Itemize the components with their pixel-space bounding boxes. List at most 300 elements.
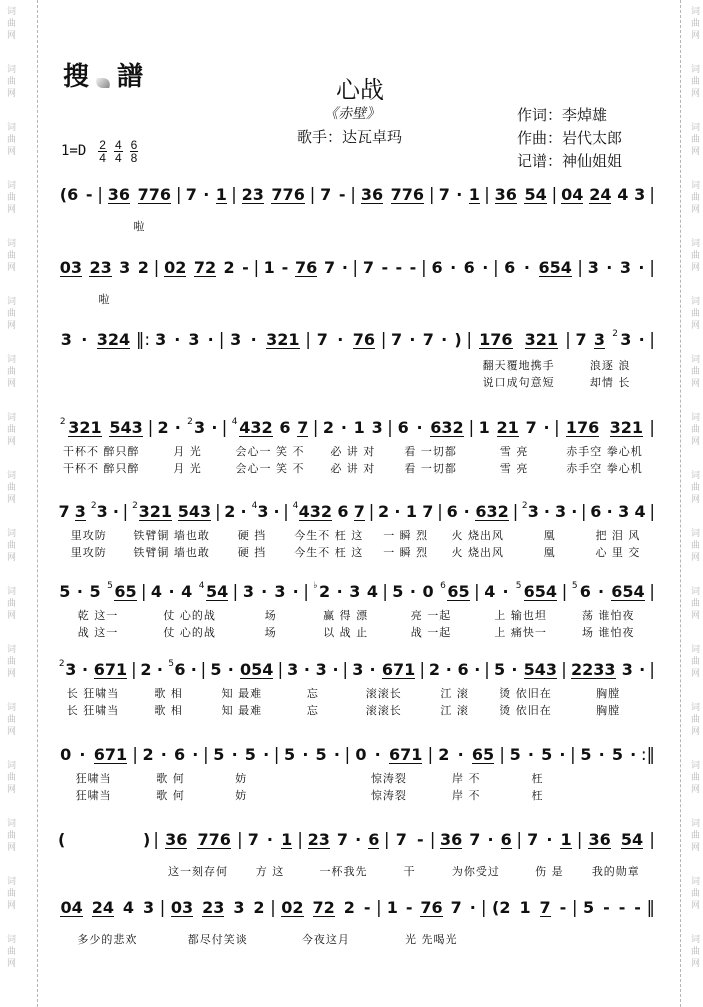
measure-notes — [290, 500, 368, 524]
measure — [572, 328, 648, 391]
measure-notes — [391, 828, 429, 852]
measure — [436, 183, 484, 207]
note: ) — [454, 330, 462, 349]
watermark-text: 词曲网 — [5, 180, 15, 216]
score-row — [56, 658, 656, 719]
measure — [375, 500, 436, 561]
bar-line: | — [342, 660, 349, 680]
measure-notes — [154, 416, 220, 440]
measure-notes — [160, 256, 252, 280]
bar-line: | — [484, 185, 490, 205]
beamed-notes: 632 — [475, 501, 509, 521]
note: · — [190, 660, 197, 679]
note: · — [394, 502, 401, 521]
note: 3 — [119, 258, 131, 277]
measure — [238, 183, 309, 207]
beamed-notes: 543 — [523, 659, 558, 679]
note: 0 — [60, 745, 72, 764]
note: 2 — [224, 502, 236, 521]
lyrics-block — [236, 443, 305, 477]
watermark-text: 词曲网 — [5, 296, 15, 332]
note: 7 — [575, 330, 587, 349]
measure — [473, 328, 564, 391]
bar-line: | — [512, 502, 519, 522]
watermark-text: 词曲网 — [5, 586, 15, 622]
lyric-line: 为你受过 — [451, 865, 500, 878]
staff-line — [56, 743, 656, 804]
measure — [228, 416, 311, 477]
singer-credit: 歌手：达瓦卓玛 — [297, 128, 403, 146]
lyric-line: 火 烧出风 — [451, 546, 504, 559]
measure — [56, 183, 96, 207]
bar-line: :‖ — [640, 745, 656, 765]
grace-note: 2 — [90, 501, 97, 511]
note: · — [174, 330, 181, 349]
note: 5 — [59, 582, 71, 601]
measure-notes — [389, 580, 473, 604]
lyric-line: 会心一 笑 不 — [235, 462, 305, 475]
beamed-notes: 6 — [368, 829, 380, 849]
lyric-line: 雪 亮 — [499, 462, 529, 475]
lyric-line: 上 输也坦 — [494, 609, 547, 622]
lyric-line: 伤 是 — [535, 865, 564, 878]
measure-notes — [579, 896, 646, 920]
measure-notes — [56, 256, 153, 280]
key-and-time-signature — [61, 138, 145, 164]
bar-line: | — [232, 582, 239, 602]
note: · — [160, 745, 167, 764]
beamed-notes: 432 — [298, 501, 333, 521]
bar-line: | — [649, 830, 655, 850]
score-row — [56, 500, 656, 561]
note: · — [263, 745, 270, 764]
bar-line: | — [175, 185, 182, 205]
beamed-notes: 04 — [60, 897, 83, 917]
watermark-text: 词曲网 — [5, 238, 15, 274]
beamed-notes: 671 — [381, 659, 416, 679]
note: · — [340, 418, 347, 437]
staff-line — [56, 828, 656, 880]
note: 7 — [324, 258, 336, 277]
measure — [280, 743, 343, 767]
note: 3 — [352, 660, 364, 679]
beamed-notes: 671 — [93, 744, 128, 764]
lyric-line: 狂啸当 — [75, 789, 112, 802]
measure-notes — [277, 896, 375, 920]
lyrics-block — [222, 685, 263, 719]
measure-notes — [387, 328, 465, 352]
bar-line: | — [350, 185, 357, 205]
watermark-text: 词曲网 — [5, 122, 15, 158]
note: · — [606, 258, 613, 277]
bar-line: | — [270, 898, 276, 918]
lyric-line: 硬 挡 — [237, 546, 267, 559]
note: 4 — [617, 185, 629, 204]
watermark-text: 词曲网 — [5, 702, 15, 738]
measure — [290, 500, 368, 561]
lyric-line: 都尽付笑谈 — [187, 933, 248, 946]
beamed-notes: 65 — [114, 581, 137, 601]
note: - — [559, 898, 567, 917]
note: 3 — [527, 502, 539, 521]
measure — [394, 416, 468, 477]
lyric-line: 忘 — [306, 704, 319, 717]
note: · — [457, 745, 464, 764]
grace-note: 5 — [107, 581, 113, 591]
note: · — [192, 745, 199, 764]
lyrics-block — [163, 607, 216, 641]
watermark-text: 词曲网 — [5, 528, 15, 564]
meter-numerator: 6 — [130, 137, 138, 152]
measure — [239, 580, 302, 641]
note: · — [543, 418, 550, 437]
lyrics-block — [544, 527, 556, 561]
measure-notes — [207, 658, 276, 682]
beamed-notes: 24 — [589, 184, 612, 204]
lyric-line: 赢 得 漂 — [323, 609, 369, 622]
measure — [426, 658, 483, 719]
lyrics-block — [371, 770, 407, 804]
measure — [568, 658, 648, 719]
meter-numerator: 2 — [99, 137, 106, 152]
bar-line: | — [421, 258, 427, 278]
lyrics-block — [77, 931, 137, 948]
lyrics-block — [405, 931, 458, 948]
measure-notes — [320, 416, 387, 440]
measure-notes — [56, 828, 152, 852]
beamed-notes: 36 — [494, 184, 517, 204]
measure-notes — [588, 500, 649, 524]
lyric-line: 却情 长 — [589, 376, 631, 389]
grace-note: 4 — [231, 417, 238, 427]
score-row — [56, 256, 656, 308]
bar-line: | — [577, 258, 583, 278]
measure-notes — [228, 416, 311, 440]
note: · — [240, 502, 247, 521]
lyric-line: 啦 — [133, 220, 146, 233]
meter-denominator: 8 — [130, 150, 138, 165]
measure-notes — [561, 416, 649, 440]
measure — [160, 256, 252, 280]
note: · — [441, 330, 448, 349]
note: · — [543, 502, 550, 521]
measure — [349, 658, 418, 719]
beamed-notes: 54 — [524, 184, 547, 204]
measure — [56, 580, 140, 641]
lyrics-block — [383, 527, 428, 561]
beamed-notes: 76 — [352, 329, 375, 349]
measure — [357, 183, 428, 207]
watermark-text: 词曲网 — [5, 876, 15, 912]
watermark-text: 词曲网 — [689, 470, 699, 506]
bar-line: | — [283, 502, 289, 522]
lyrics-block — [256, 863, 285, 880]
measure — [304, 828, 383, 880]
note: 5 — [315, 745, 327, 764]
beamed-notes: 03 — [170, 897, 194, 917]
bar-line: | — [468, 418, 475, 438]
grace-note: 5 — [168, 659, 174, 669]
note: 3 — [620, 330, 632, 349]
note: 1 — [386, 898, 398, 917]
lyrics-block — [235, 770, 247, 804]
measure-notes — [572, 328, 648, 352]
lyric-line: 把 泪 风 — [595, 529, 641, 542]
measure — [584, 256, 648, 280]
measure — [207, 658, 276, 719]
beamed-notes: 654 — [611, 581, 645, 601]
bar-line: | — [383, 830, 390, 850]
measure-notes — [488, 896, 571, 920]
measure-notes — [519, 500, 579, 524]
lyrics-block — [319, 863, 367, 880]
note: · — [207, 330, 214, 349]
lyric-line: 说口成句意短 — [482, 376, 555, 389]
grace-note: 2 — [612, 329, 618, 339]
lyric-line: 胸膛 — [596, 687, 621, 700]
lyric-line: 长 狂啸当 — [66, 704, 120, 717]
watermark-text: 词曲网 — [689, 64, 699, 100]
note: - — [363, 898, 371, 917]
bar-line: | — [387, 418, 393, 438]
bar-line: | — [649, 582, 655, 602]
measure-notes — [239, 580, 302, 604]
lyric-line: 硬 挡 — [237, 529, 267, 542]
note: - — [381, 258, 389, 277]
watermark-text: 词曲网 — [689, 296, 699, 332]
bar-line: | — [297, 830, 304, 850]
lyric-line: 岸 不 — [451, 789, 481, 802]
lyric-line: 场 谁怕夜 — [582, 626, 635, 639]
lyrics-block — [63, 443, 140, 477]
measure-notes — [568, 580, 648, 604]
beamed-notes: 36 — [588, 829, 611, 849]
note: - — [416, 830, 424, 849]
bar-line: | — [122, 502, 129, 522]
bar-line: | — [97, 185, 103, 205]
measure — [359, 256, 420, 280]
measure-notes — [284, 658, 341, 682]
note: · — [227, 660, 234, 679]
measure — [500, 256, 576, 280]
watermark-text: 词曲网 — [689, 702, 699, 738]
watermark-text: 词曲网 — [689, 876, 699, 912]
lyrics-block — [302, 931, 350, 948]
watermark-text: 词曲网 — [5, 412, 15, 448]
note: · — [112, 502, 119, 521]
measure-notes — [316, 183, 349, 207]
note: 2 — [438, 745, 450, 764]
measure — [389, 580, 473, 641]
note: · — [355, 830, 362, 849]
note: 3 — [143, 898, 155, 917]
note: 3 — [274, 582, 286, 601]
measure — [56, 896, 159, 948]
measure-notes — [577, 743, 640, 767]
bar-line: | — [419, 660, 426, 680]
lyrics-block — [535, 863, 564, 880]
lyricist-credit: 作词：李焯雄 — [517, 106, 608, 124]
measure-notes — [129, 500, 214, 524]
lyric-line: 里攻防 — [70, 529, 107, 542]
lyrics-block — [532, 770, 544, 804]
note: 6 — [174, 660, 186, 679]
note: 2 — [253, 898, 265, 917]
lyric-line: 看 一切都 — [404, 462, 457, 475]
note: 3 — [634, 185, 646, 204]
measure — [260, 256, 351, 280]
lyric-line: 仗 心的战 — [163, 609, 216, 622]
measure — [561, 416, 649, 477]
measure-notes — [351, 743, 426, 767]
measure-notes — [56, 743, 131, 767]
lyrics-block — [168, 863, 228, 880]
bar-line: | — [236, 830, 243, 850]
lyrics-block — [323, 607, 368, 641]
note: 3 — [242, 582, 254, 601]
lyric-line: 方 这 — [255, 865, 285, 878]
beamed-notes: 671 — [388, 744, 423, 764]
beamed-notes: 23 — [202, 897, 225, 917]
lyric-line: 干杯不 醉只醉 — [63, 462, 140, 475]
lyrics-block — [156, 770, 185, 804]
bar-line: | — [273, 745, 280, 765]
lyrics-block — [452, 770, 481, 804]
note: · — [341, 258, 348, 277]
measure — [383, 896, 480, 948]
key-signature: 1=D — [61, 143, 87, 159]
bar-line: | — [312, 418, 319, 438]
measure — [351, 743, 426, 804]
lyric-line: 必 讲 对 — [330, 445, 376, 458]
measure — [444, 500, 512, 561]
measure-notes — [506, 743, 569, 767]
note: - — [242, 258, 249, 277]
grace-note: 4 — [251, 501, 258, 511]
bar-line: | — [218, 330, 225, 350]
measure — [491, 658, 560, 719]
measure-notes — [426, 658, 483, 682]
beamed-notes: 04 — [561, 184, 584, 204]
measure-notes — [244, 828, 297, 852]
lyrics-block — [452, 863, 500, 880]
right-watermark-column — [686, 6, 702, 1006]
grace-note: 4 — [198, 581, 205, 591]
meter-numerator: 4 — [114, 137, 122, 152]
note: · — [511, 660, 518, 679]
measure-notes — [260, 256, 351, 280]
measure-notes — [56, 580, 140, 604]
bar-line: | — [309, 185, 316, 205]
lyric-line: 战 一起 — [410, 626, 452, 639]
note: · — [546, 830, 553, 849]
watermark-text: 词曲网 — [689, 354, 699, 390]
lyrics-block — [294, 527, 363, 561]
note: 0 — [422, 582, 434, 601]
time-signature-2 — [114, 139, 123, 164]
beamed-notes: 2233 — [571, 659, 616, 679]
grace-note: 2 — [187, 417, 193, 427]
note: · — [463, 502, 470, 521]
lyric-line: 歌 何 — [156, 789, 185, 802]
lyrics-block — [188, 931, 248, 948]
note: · — [487, 830, 494, 849]
beamed-notes: 321 — [609, 417, 644, 437]
staff-line — [56, 416, 656, 477]
beamed-notes: 6 — [500, 829, 512, 849]
measure — [277, 896, 375, 948]
bar-line: | — [382, 582, 389, 602]
beamed-notes: 3 — [74, 501, 86, 521]
measure-notes — [558, 183, 648, 207]
beamed-notes: 776 — [137, 184, 172, 204]
lyric-line: 歌 相 — [154, 704, 183, 717]
note: - — [409, 258, 417, 277]
measure — [583, 828, 648, 880]
bar-line: | — [202, 745, 209, 765]
watermark-text: 词曲网 — [5, 64, 15, 100]
beamed-notes: 3 — [593, 329, 605, 349]
measure — [225, 328, 304, 352]
note: 3 — [287, 660, 299, 679]
transcriber-credit: 记谱：神仙姐姐 — [517, 152, 623, 170]
score-row — [56, 580, 656, 641]
note: 3 — [555, 502, 567, 521]
note: · — [630, 745, 637, 764]
note: · — [416, 418, 423, 437]
note: 6 — [446, 502, 458, 521]
beamed-notes: 432 — [239, 417, 273, 437]
note: 7 — [422, 502, 434, 521]
lyric-line: 以 战 止 — [323, 626, 369, 639]
measure-notes — [222, 500, 282, 524]
measure-notes — [584, 256, 648, 280]
note: 1 — [263, 258, 275, 277]
bar-line: | — [140, 582, 147, 602]
beamed-notes: 02 — [164, 257, 187, 277]
lyric-line: 看 一切都 — [404, 445, 457, 458]
note: - — [338, 185, 346, 204]
note: 2 — [343, 898, 355, 917]
measure — [577, 743, 640, 767]
lyrics-block — [596, 685, 620, 719]
lyrics-block — [595, 527, 640, 561]
note: 3 — [96, 502, 108, 521]
score-row — [56, 183, 656, 235]
beamed-notes: 21 — [496, 417, 519, 437]
measure — [56, 256, 153, 308]
watermark-text: 词曲网 — [5, 354, 15, 390]
note: 3 — [188, 330, 200, 349]
bar-line: | — [352, 258, 359, 278]
lyric-line: 乾 这一 — [77, 609, 119, 622]
composer-credit: 作曲：岩代太郎 — [517, 129, 623, 147]
song-title: 心战 — [336, 76, 384, 104]
lyric-line: 枉 — [531, 772, 544, 785]
note: 4 — [122, 898, 135, 917]
measure — [56, 658, 130, 719]
note: · — [303, 660, 310, 679]
bar-line: | — [570, 745, 576, 765]
lyric-line: 会心一 笑 不 — [235, 445, 305, 458]
note: - — [603, 898, 610, 917]
lyric-line: 光 先喝光 — [405, 933, 458, 946]
lyric-line: 月 光 — [173, 445, 202, 458]
bar-line: | — [215, 502, 221, 522]
note: · — [336, 582, 343, 601]
note: 1 — [478, 418, 490, 437]
measure — [428, 256, 492, 280]
